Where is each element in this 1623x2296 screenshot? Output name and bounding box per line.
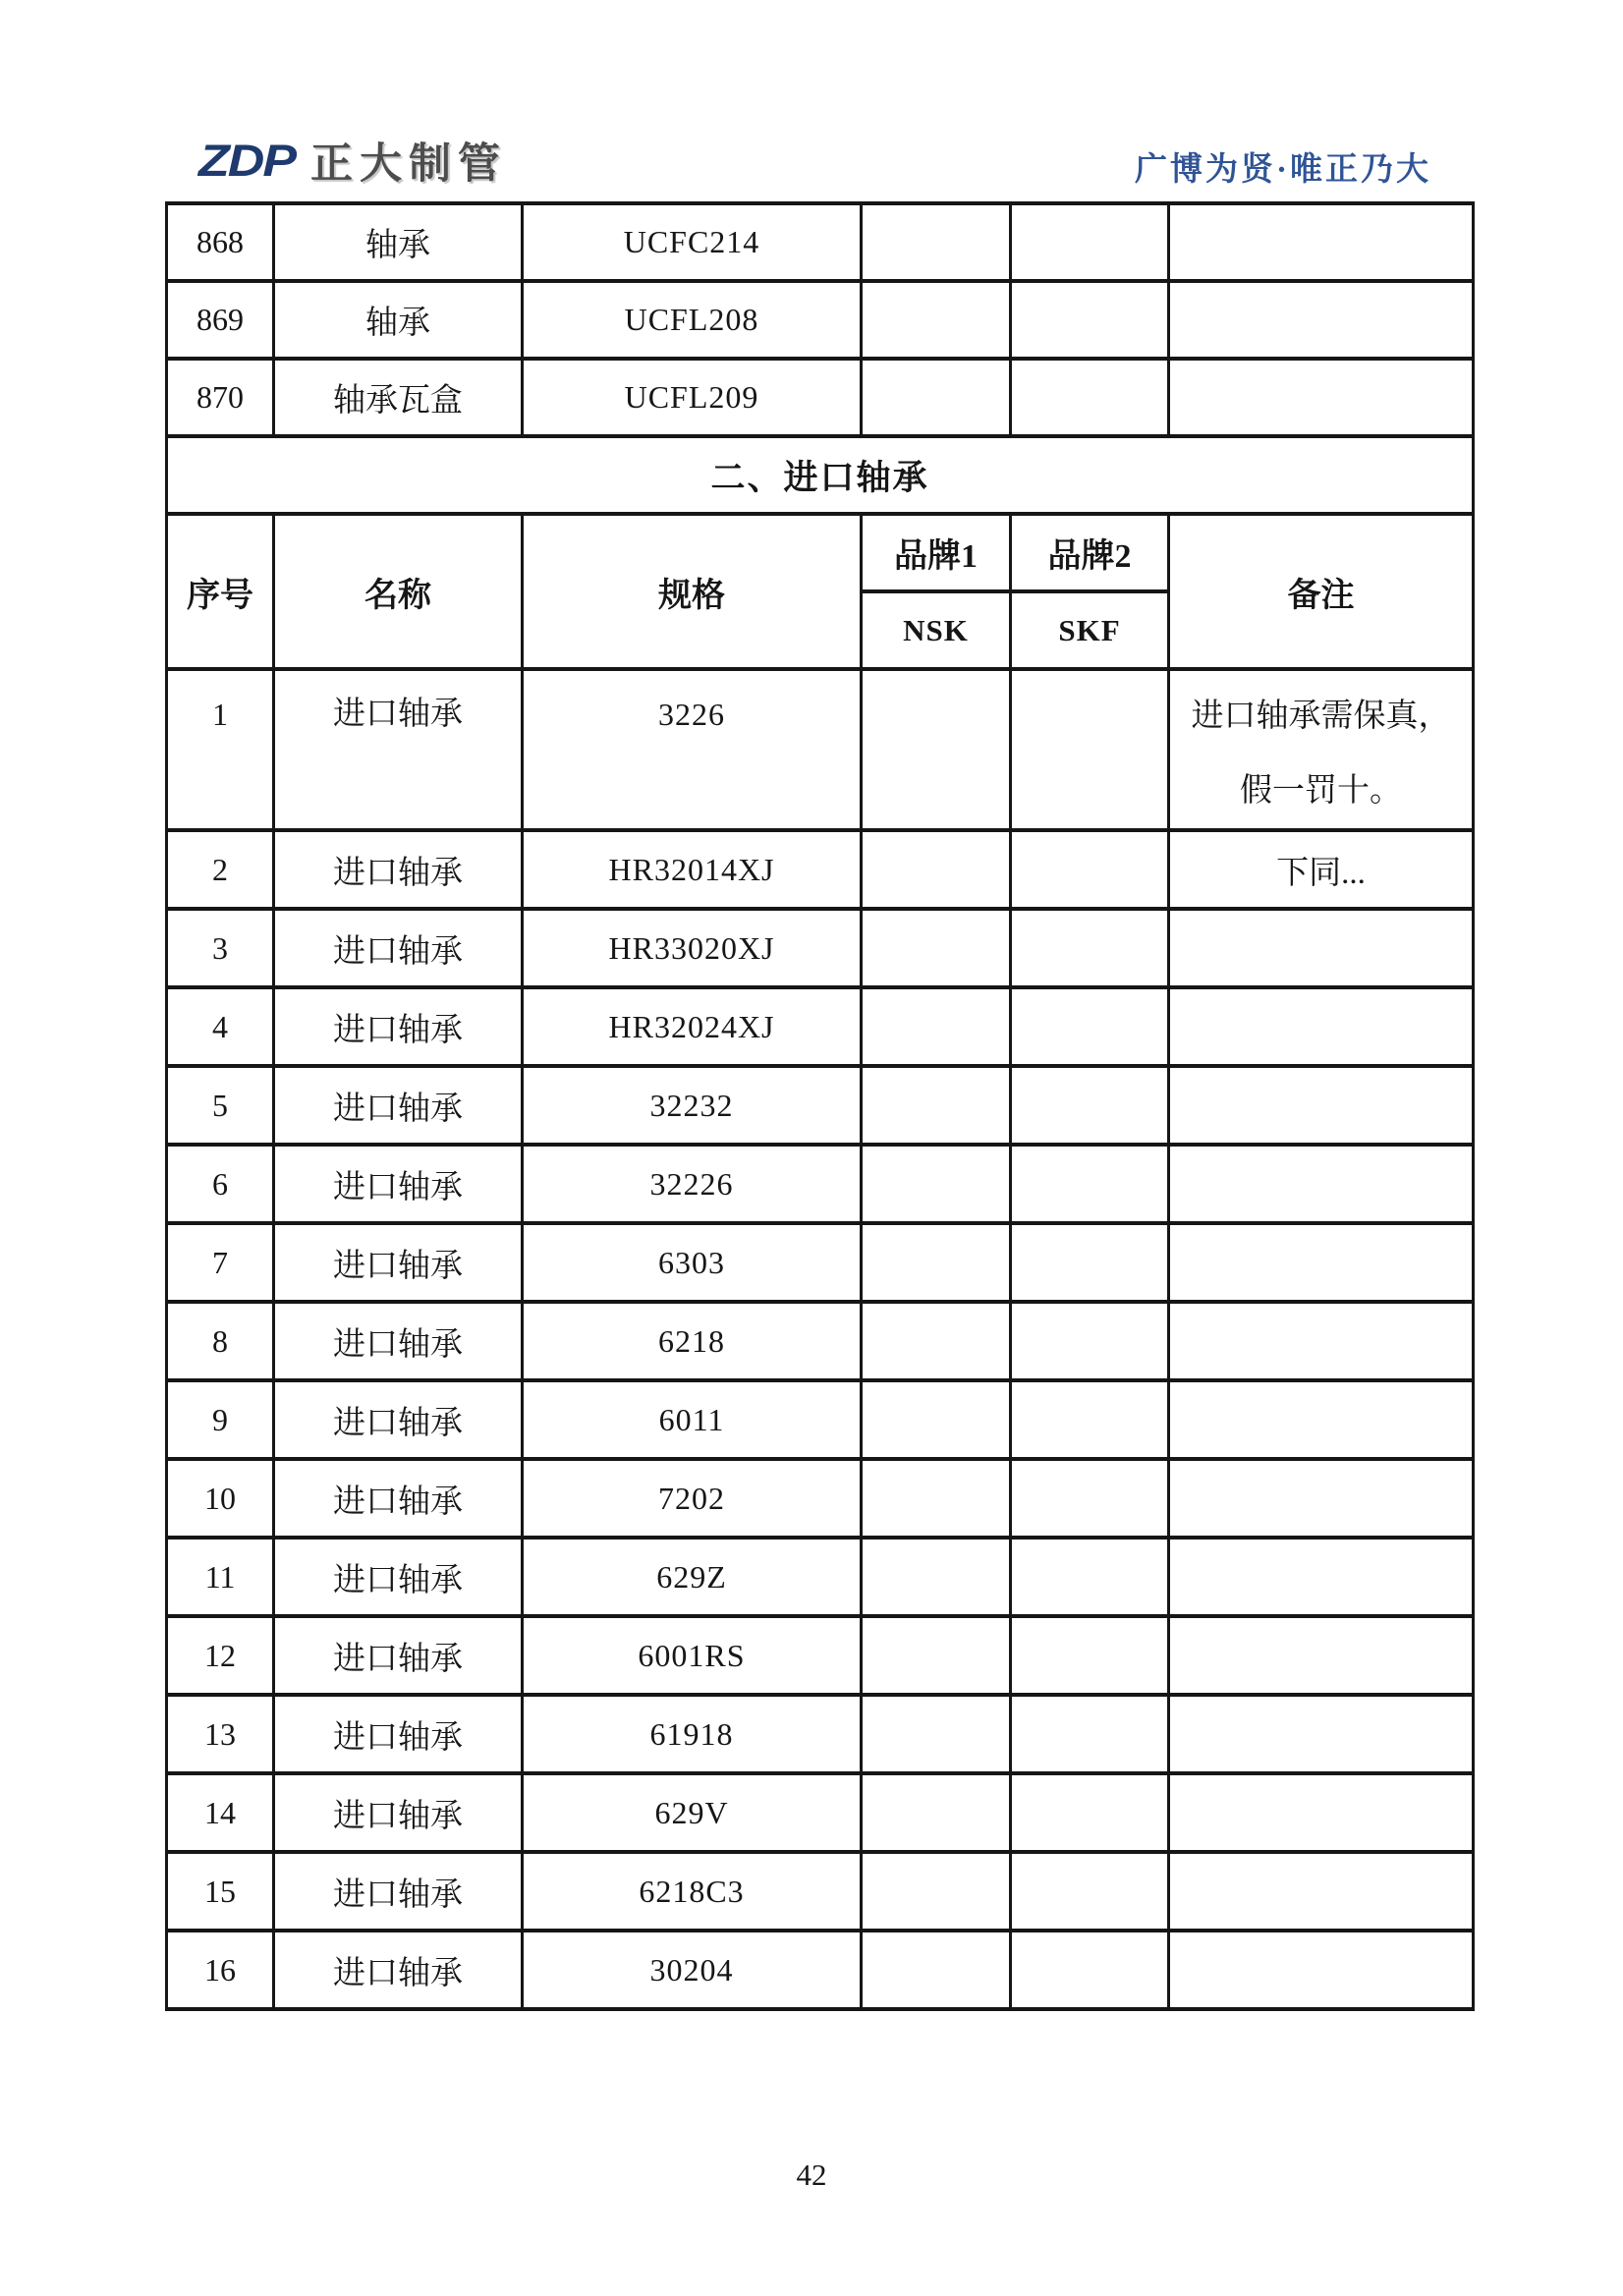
- brand1-cell: [862, 1459, 1011, 1538]
- row-number-cell: 6: [167, 1145, 274, 1223]
- brand2-cell: [1011, 281, 1169, 359]
- remark-cell: [1169, 909, 1474, 987]
- table-row: [167, 909, 1474, 987]
- page-number: 42: [796, 2157, 827, 2192]
- remark-cell: [1169, 359, 1474, 436]
- part-name-cell: 进口轴承: [274, 1302, 523, 1380]
- brand2-cell: [1011, 203, 1169, 281]
- remark-cell: [1169, 281, 1474, 359]
- table-row: [167, 1931, 1474, 2009]
- remark-cell: [1169, 1459, 1474, 1538]
- part-name-cell: 进口轴承: [274, 1223, 523, 1302]
- brand2-cell: [1011, 1931, 1169, 2009]
- previous-section-rows: [167, 203, 1474, 436]
- section-title: 二、进口轴承: [167, 436, 1474, 514]
- brand1-cell: [862, 987, 1011, 1066]
- part-name-cell: 进口轴承: [274, 1773, 523, 1852]
- spec-cell: 7202: [523, 1459, 862, 1538]
- brand1-cell: [862, 669, 1011, 830]
- brand2-cell: [1011, 359, 1169, 436]
- section-title-block: [167, 436, 1474, 514]
- logo-company-name: 正大制管: [310, 140, 507, 189]
- spec-cell: 6303: [523, 1223, 862, 1302]
- row-number-cell: 4: [167, 987, 274, 1066]
- company-slogan: 广博为贤·唯正乃大: [1134, 152, 1431, 188]
- brand1-cell: [862, 1380, 1011, 1459]
- brand1-cell: [862, 359, 1011, 436]
- row-number-cell: 13: [167, 1695, 274, 1773]
- brand1-cell: [862, 909, 1011, 987]
- spec-cell: UCFC214: [523, 203, 862, 281]
- table-row: [167, 1773, 1474, 1852]
- brand1-cell: [862, 1145, 1011, 1223]
- brand2-cell: [1011, 1773, 1169, 1852]
- table-row: [167, 1695, 1474, 1773]
- row-number-cell: 868: [167, 203, 274, 281]
- brand2-cell: [1011, 669, 1169, 830]
- brand1-cell: [862, 281, 1011, 359]
- row-number-cell: 870: [167, 359, 274, 436]
- table-row: [167, 1538, 1474, 1616]
- brand2-cell: [1011, 1459, 1169, 1538]
- row-number-cell: 7: [167, 1223, 274, 1302]
- row-number-cell: 10: [167, 1459, 274, 1538]
- table-row: [167, 203, 1474, 281]
- import-bearing-rows: [167, 669, 1474, 2009]
- row-number-cell: 11: [167, 1538, 274, 1616]
- brand1-cell: [862, 830, 1011, 909]
- spec-cell: UCFL209: [523, 359, 862, 436]
- brand2-cell: [1011, 1538, 1169, 1616]
- table-row: [167, 1066, 1474, 1145]
- column-header-block: [167, 514, 1474, 669]
- row-number-cell: 14: [167, 1773, 274, 1852]
- part-name-cell: 进口轴承: [274, 1931, 523, 2009]
- spec-cell: 6218: [523, 1302, 862, 1380]
- part-name-cell: 进口轴承: [274, 830, 523, 909]
- spec-cell: 629Z: [523, 1538, 862, 1616]
- part-name-cell: 轴承: [274, 203, 523, 281]
- remark-cell: [1169, 1695, 1474, 1773]
- brand2-cell: [1011, 1852, 1169, 1931]
- row-number-cell: 1: [167, 669, 274, 830]
- part-name-cell: 进口轴承: [274, 1852, 523, 1931]
- part-name-cell: 进口轴承: [274, 1066, 523, 1145]
- row-number-cell: 5: [167, 1066, 274, 1145]
- brand2-cell: [1011, 1380, 1169, 1459]
- brand1-cell: [862, 1538, 1011, 1616]
- table-row: [167, 281, 1474, 359]
- table-row: [167, 1616, 1474, 1695]
- part-name-cell: 进口轴承: [274, 909, 523, 987]
- spec-cell: 30204: [523, 1931, 862, 2009]
- row-number-cell: 9: [167, 1380, 274, 1459]
- spec-cell: 32226: [523, 1145, 862, 1223]
- part-name-cell: 进口轴承: [274, 987, 523, 1066]
- part-name-cell: 进口轴承: [274, 669, 523, 830]
- table-row: [167, 830, 1474, 909]
- remark-cell: [1169, 1616, 1474, 1695]
- spec-cell: UCFL208: [523, 281, 862, 359]
- brand1-cell: [862, 203, 1011, 281]
- table-row: [167, 987, 1474, 1066]
- remark-cell: [1169, 1931, 1474, 2009]
- remark-cell: [1169, 1302, 1474, 1380]
- brand1-cell: [862, 1931, 1011, 2009]
- brand2-cell: [1011, 1223, 1169, 1302]
- row-number-cell: 869: [167, 281, 274, 359]
- remark-cell: [1169, 669, 1474, 830]
- remark-cell: [1169, 1538, 1474, 1616]
- remark-cell: [1169, 987, 1474, 1066]
- brand2-cell: [1011, 1302, 1169, 1380]
- remark-cell: [1169, 203, 1474, 281]
- header-brand2-value: SKF: [1011, 591, 1169, 669]
- row-number-cell: 3: [167, 909, 274, 987]
- spec-cell: HR33020XJ: [523, 909, 862, 987]
- parts-table: [165, 201, 1475, 2011]
- row-number-cell: 12: [167, 1616, 274, 1695]
- part-name-cell: 进口轴承: [274, 1145, 523, 1223]
- brand2-cell: [1011, 909, 1169, 987]
- brand1-cell: [862, 1695, 1011, 1773]
- row-number-cell: 16: [167, 1931, 274, 2009]
- header-brand1-value: NSK: [862, 591, 1011, 669]
- spec-cell: 61918: [523, 1695, 862, 1773]
- table-row: [167, 1145, 1474, 1223]
- logo-zdp-text: ZDP: [198, 136, 295, 187]
- remark-line: 假一罚十。: [1240, 773, 1402, 809]
- header-brand2: 品牌2: [1011, 514, 1169, 591]
- remark-cell: [1169, 1380, 1474, 1459]
- brand2-cell: [1011, 1066, 1169, 1145]
- spec-cell: 6218C3: [523, 1852, 862, 1931]
- brand-logo: [198, 138, 507, 187]
- brand2-cell: [1011, 1695, 1169, 1773]
- brand1-cell: [862, 1616, 1011, 1695]
- brand2-cell: [1011, 830, 1169, 909]
- remark-cell: 下同...: [1169, 830, 1474, 909]
- spec-cell: 6011: [523, 1380, 862, 1459]
- part-name-cell: 进口轴承: [274, 1695, 523, 1773]
- header-name: 名称: [274, 514, 523, 669]
- spec-cell: 3226: [523, 669, 862, 830]
- part-name-cell: 进口轴承: [274, 1380, 523, 1459]
- table-row: [167, 1380, 1474, 1459]
- row-number-cell: 2: [167, 830, 274, 909]
- remark-cell: [1169, 1773, 1474, 1852]
- brand1-cell: [862, 1302, 1011, 1380]
- table-row: [167, 359, 1474, 436]
- spec-cell: 629V: [523, 1773, 862, 1852]
- header-remark: 备注: [1169, 514, 1474, 669]
- row-number-cell: 8: [167, 1302, 274, 1380]
- remark-cell: [1169, 1852, 1474, 1931]
- part-name-cell: 进口轴承: [274, 1459, 523, 1538]
- row-number-cell: 15: [167, 1852, 274, 1931]
- remark-cell: [1169, 1223, 1474, 1302]
- table-row: [167, 1459, 1474, 1538]
- spec-cell: HR32014XJ: [523, 830, 862, 909]
- spec-cell: 6001RS: [523, 1616, 862, 1695]
- brand2-cell: [1011, 1145, 1169, 1223]
- remark-cell: [1169, 1066, 1474, 1145]
- remark-cell: [1169, 1145, 1474, 1223]
- header-brand1: 品牌1: [862, 514, 1011, 591]
- part-name-cell: 进口轴承: [274, 1538, 523, 1616]
- spec-cell: HR32024XJ: [523, 987, 862, 1066]
- remark-line: 进口轴承需保真，: [1191, 699, 1451, 734]
- brand1-cell: [862, 1066, 1011, 1145]
- header-no: 序号: [167, 514, 274, 669]
- part-name-cell: 轴承: [274, 281, 523, 359]
- brand1-cell: [862, 1223, 1011, 1302]
- brand1-cell: [862, 1773, 1011, 1852]
- brand2-cell: [1011, 1616, 1169, 1695]
- part-name-cell: 进口轴承: [274, 1616, 523, 1695]
- brand2-cell: [1011, 987, 1169, 1066]
- header-spec: 规格: [523, 514, 862, 669]
- part-name-cell: 轴承瓦盒: [274, 359, 523, 436]
- table-row: [167, 1852, 1474, 1931]
- table-row: [167, 1223, 1474, 1302]
- table-row: [167, 1302, 1474, 1380]
- table-row: [167, 669, 1474, 830]
- spec-cell: 32232: [523, 1066, 862, 1145]
- brand1-cell: [862, 1852, 1011, 1931]
